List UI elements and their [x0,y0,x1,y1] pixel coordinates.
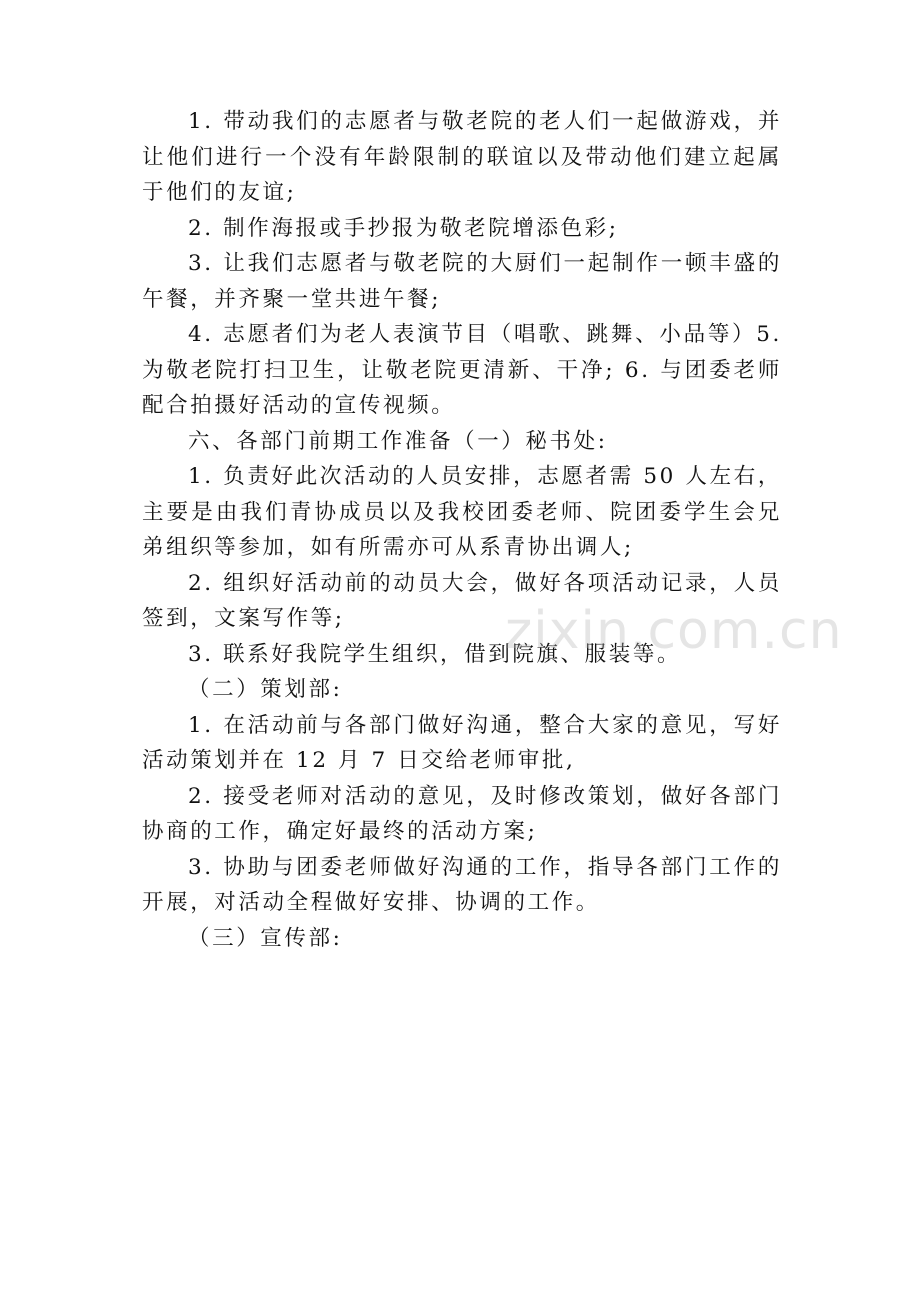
paragraph-activity-1: 1. 带动我们的志愿者与敬老院的老人们一起做游戏，并让他们进行一个没有年龄限制的联谊以及带动他们建立起属于他们的友谊; [142,109,782,205]
watermark: zixin.com.cn [505,601,843,661]
paragraph-planning-3: 3. 协助与团委老师做好沟通的工作，指导各部门工作的开展，对活动全程做好安排、协调的工作。 [142,854,782,915]
paragraph-activity-3: 3. 让我们志愿者与敬老院的大厨们一起制作一顿丰盛的午餐，并齐聚一堂共进午餐; [142,251,782,312]
section-heading-preparation: 六、各部门前期工作准备（一）秘书处: [188,428,608,454]
paragraph-secretariat-1: 1. 负责好此次活动的人员安排，志愿者需 50 人左右，主要是由我们青协成员以及我校团委老师、院团委学生会兄弟组织等参加，如有所需亦可从系青协出调人; [142,464,782,560]
paragraph-planning-2: 2. 接受老师对活动的意见，及时修改策划，做好各部门协商的工作，确定好最终的活动方案; [142,783,782,844]
subheading-publicity-dept: （三）宣传部: [188,925,343,951]
paragraph-activity-2: 2. 制作海报或手抄报为敬老院增添色彩; [188,215,619,241]
paragraph-secretariat-2: 2. 组织好活动前的动员大会，做好各项活动记录，人员签到，文案写作等; [142,570,782,631]
paragraph-planning-1: 1. 在活动前与各部门做好沟通，整合大家的意见，写好活动策划并在 12 月 7 日交给老师审批, [142,712,782,773]
subheading-planning-dept: （二）策划部: [188,677,343,702]
paragraph-secretariat-3: 3. 联系好我院学生组织，借到院旗、服装等。 [188,641,682,667]
document-body [142,104,782,956]
paragraph-activity-4: 4. 志愿者们为老人表演节目（唱歌、跳舞、小品等）5. 为敬老院打扫卫生，让敬老院更清新、干净; 6. 与团委老师配合拍摄好活动的宣传视频。 [142,322,782,418]
